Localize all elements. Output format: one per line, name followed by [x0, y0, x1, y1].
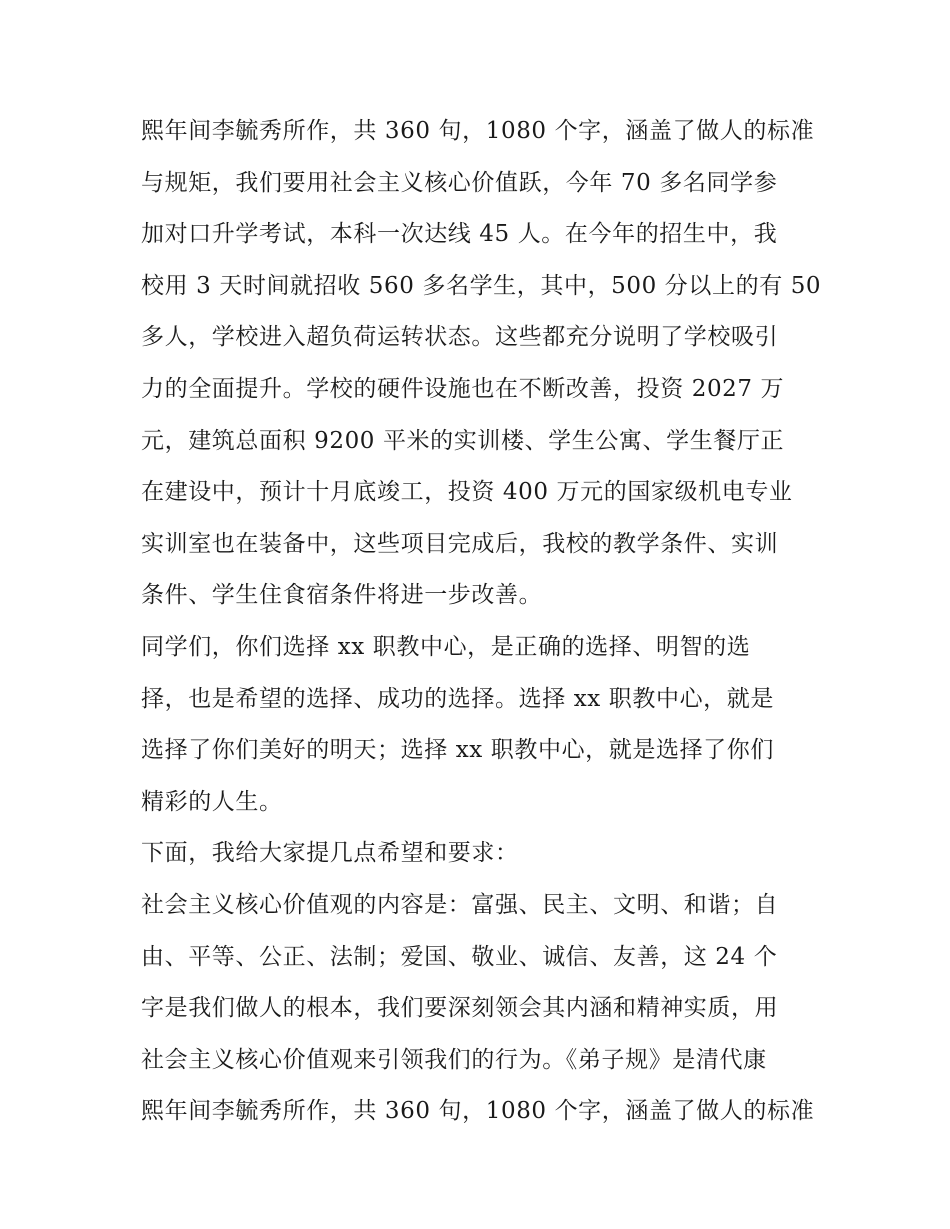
- text-line: 加对口升学考试，本科一次达线 45 人。在今年的招生中，我: [141, 221, 778, 248]
- text-line: 社会主义核心价值观来引领我们的行为。《弟子规》是清代康: [141, 1046, 767, 1073]
- text-line: 校用 3 天时间就招收 560 多名学生，其中，500 分以上的有 50: [141, 272, 821, 299]
- text-line: 在建设中，预计十月底竣工，投资 400 万元的国家级机电专业: [141, 479, 793, 506]
- text-line: 社会主义核心价值观的内容是：富强、民主、文明、和谐；自: [141, 891, 779, 918]
- text-line: 元，建筑总面积 9200 平米的实训楼、学生公寓、学生餐厅正: [141, 427, 785, 454]
- text-line: 选择了你们美好的明天；选择 xx 职教中心，就是选择了你们: [141, 737, 774, 764]
- text-line: 多人，学校进入超负荷运转状态。这些都充分说明了学校吸引: [141, 324, 779, 351]
- text-line: 字是我们做人的根本，我们要深刻领会其内涵和精神实质，用: [141, 995, 779, 1022]
- text-line: 择，也是希望的选择、成功的选择。选择 xx 职教中心，就是: [141, 685, 774, 712]
- text-line: 与规矩，我们要用社会主义核心价值跃，今年 70 多名同学参: [141, 169, 778, 196]
- text-line: 实训室也在装备中，这些项目完成后，我校的教学条件、实训: [141, 530, 779, 557]
- text-line: 条件、学生住食宿条件将进一步改善。: [141, 582, 543, 609]
- text-line: 精彩的人生。: [141, 788, 283, 815]
- text-line: 熙年间李毓秀所作，共 360 句，1080 个字，涵盖了做人的标准: [141, 118, 815, 144]
- text-line: 熙年间李毓秀所作，共 360 句，1080 个字，涵盖了做人的标准: [141, 1098, 815, 1125]
- text-line: 下面，我给大家提几点希望和要求：: [141, 840, 519, 867]
- text-line: 由、平等、公正、法制；爱国、敬业、诚信、友善，这 24 个: [141, 943, 778, 970]
- text-line: 同学们，你们选择 xx 职教中心，是正确的选择、明智的选: [141, 633, 751, 660]
- text-line: 力的全面提升。学校的硬件设施也在不断改善，投资 2027 万: [141, 375, 785, 402]
- document-body: [141, 106, 821, 1138]
